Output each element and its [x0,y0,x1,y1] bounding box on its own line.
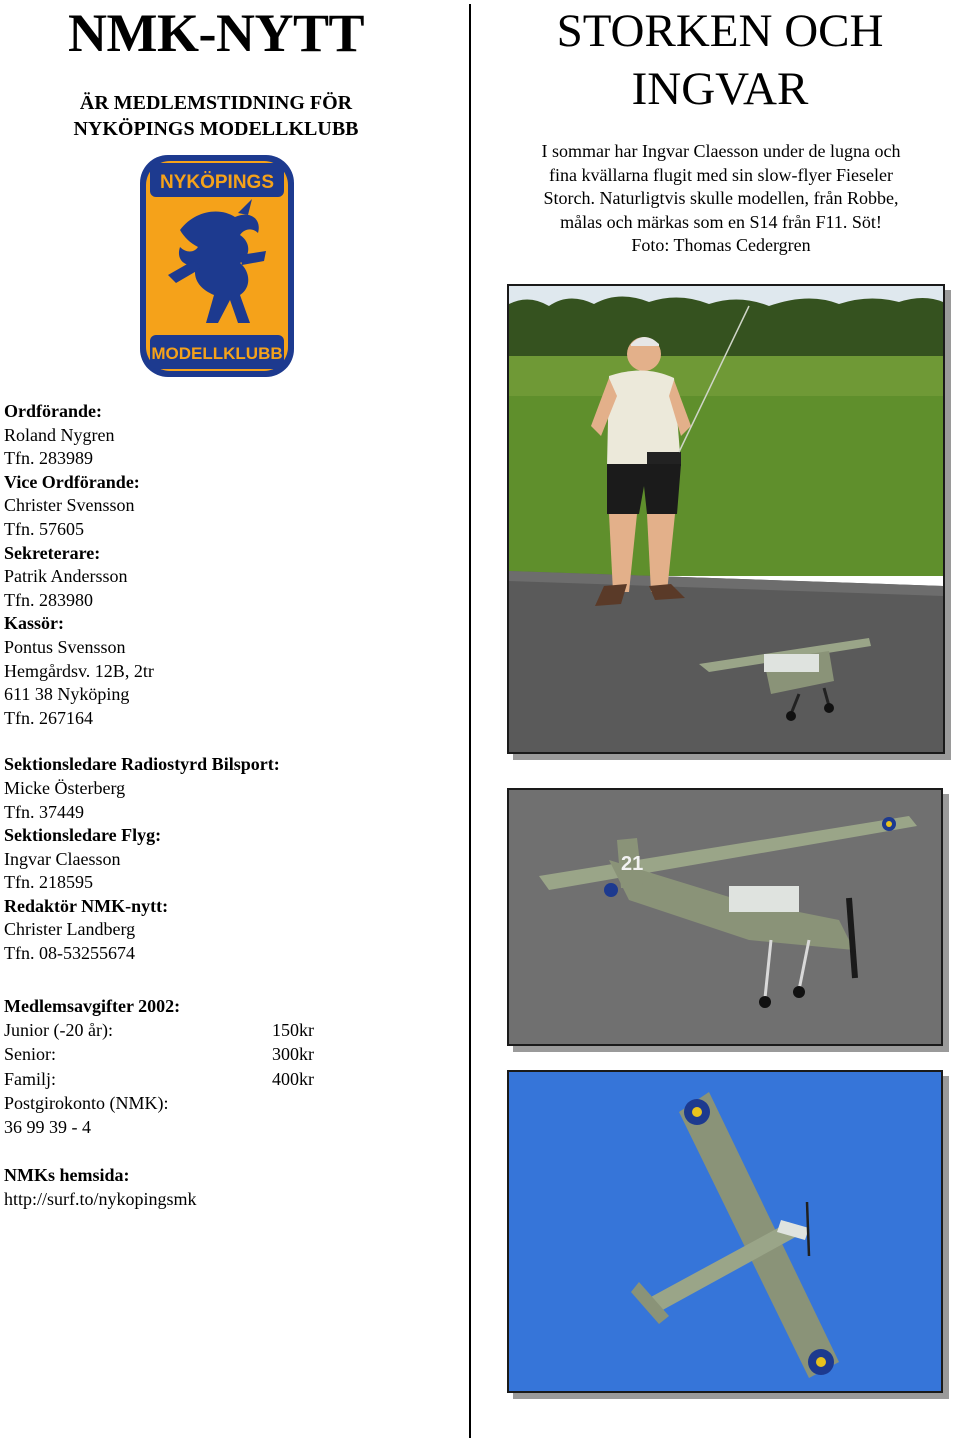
caption-line: I sommar har Ingvar Claesson under de lugna och [541,141,901,161]
article-headline [482,2,958,118]
editor-phone: Tfn. 08-53255674 [4,943,135,964]
logo-top-text: NYKÖPINGS [159,172,275,193]
vice-chair-phone: Tfn. 57605 [4,518,84,539]
fee-price: 150kr [272,1020,314,1041]
treasurer-street: Hemgårdsv. 12B, 2tr [4,660,154,681]
subtitle-line: NYKÖPINGS MODELLKLUBB [73,118,359,140]
car-section-phone: Tfn. 37449 [4,801,84,822]
website-label: NMKs hemsida: [4,1165,130,1186]
website-url[interactable]: http://surf.to/nykopingsmk [4,1189,197,1210]
photo-credit: Foto: Thomas Cedergren [631,235,811,255]
board-contacts [4,400,424,966]
caption-line: Storch. Naturligtvis skulle modellen, från Robbe, [543,188,899,208]
fee-row [4,1067,424,1091]
chair-label: Ordförande: [4,401,102,421]
secretary-label: Sekreterare: [4,542,101,563]
treasurer-label: Kassör: [4,613,64,634]
fee-label: Familj: [4,1068,57,1089]
photo-pilot-with-model [507,284,945,754]
column-divider [469,4,471,1438]
editor-name: Christer Landberg [4,919,136,940]
fee-row [4,1042,424,1066]
editor-label: Redaktör NMK-nytt: [4,895,169,916]
masthead-title: NMK-NYTT [68,3,364,63]
secretary-phone: Tfn. 283980 [4,589,93,610]
photo-storch-in-flight [507,1070,943,1393]
club-logo-emblem [140,155,294,377]
treasurer-phone: Tfn. 267164 [4,707,93,728]
subtitle-line: ÄR MEDLEMSTIDNING FÖR [79,92,353,114]
photo-parked-scene [509,790,941,1044]
masthead-subtitle [0,90,432,142]
car-section-label: Sektionsledare Radiostyrd Bilsport: [4,754,280,775]
giro-number: 36 99 39 - 4 [4,1116,91,1137]
fee-row [4,1018,424,1042]
fee-price: 300kr [272,1044,314,1065]
photo-pilot-scene [509,286,943,752]
flight-section-phone: Tfn. 218595 [4,872,93,893]
headline-line: STORKEN OCH [556,5,884,57]
giro-label: Postgirokonto (NMK): [4,1092,169,1113]
flight-section-label: Sektionsledare Flyg: [4,825,162,846]
fees-heading: Medlemsavgifter 2002: [4,996,181,1016]
vice-chair-name: Christer Svensson [4,495,135,516]
photo-parked-storch [507,788,943,1046]
logo-bottom-text: MODELLKLUBB [151,344,283,363]
club-logo [140,155,294,377]
treasurer-city: 611 38 Nyköping [4,684,130,705]
tail-number-mark: 21 [621,853,644,875]
caption-line: fina kvällarna flugit med sin slow-flyer Fieseler [549,164,893,185]
membership-fees [4,994,424,1212]
vice-chair-label: Vice Ordförande: [4,471,140,492]
headline-line: INGVAR [631,63,809,115]
photo-flight-scene [509,1072,941,1391]
chair-phone: Tfn. 283989 [4,448,93,469]
article-caption [486,140,956,258]
caption-line: målas och märkas som en S14 från F11. Söt! [560,211,882,232]
fee-label: Junior (-20 år): [4,1020,113,1041]
chair-name: Roland Nygren [4,424,115,445]
flight-section-name: Ingvar Claesson [4,848,121,869]
fee-price: 400kr [272,1068,314,1089]
secretary-name: Patrik Andersson [4,566,128,587]
fee-label: Senior: [4,1044,56,1065]
treasurer-name: Pontus Svensson [4,636,126,657]
car-section-name: Micke Österberg [4,777,126,798]
